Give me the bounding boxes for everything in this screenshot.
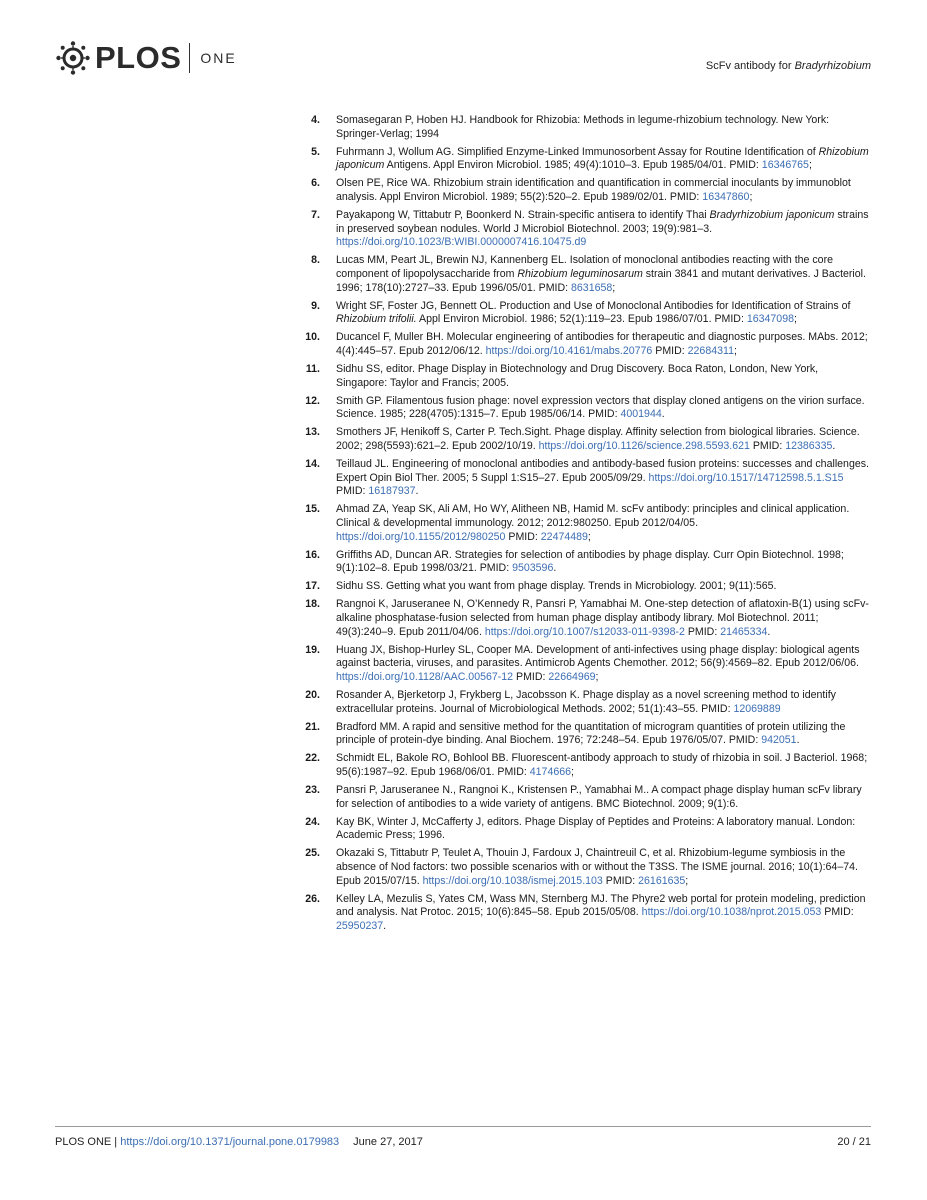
- reference-text: [336, 363, 818, 389]
- reference-number: 25.: [305, 847, 320, 860]
- reference-item: [300, 752, 870, 779]
- reference-link[interactable]: https://doi.org/10.1038/nprot.2015.053: [641, 906, 822, 919]
- reference-text: [336, 426, 860, 452]
- reference-text-segment: strain 3841 and mutant derivatives. J Bacteriol. 1996; 178(10):2727–33. Epub 1996/05/01. PMID:: [336, 267, 866, 294]
- reference-item: [300, 177, 870, 204]
- reference-text-segment: ;: [587, 530, 591, 543]
- reference-text-segment: ;: [793, 313, 797, 326]
- reference-text-segment: Lucas MM, Peart JL, Brewin NJ, Kannenberg EL. Isolation of monoclonal antibodies reacting with the core component of lipopolysaccharide from: [336, 254, 833, 280]
- page-number: 20 / 21: [837, 1136, 871, 1148]
- footer-journal: PLOS ONE |: [55, 1136, 121, 1148]
- reference-text-segment: Wright SF, Foster JG, Bennett OL. Production and Use of Monoclonal Antibodies for Identification of Strains of: [336, 299, 851, 312]
- reference-text: [336, 254, 866, 293]
- reference-link[interactable]: 9503596: [512, 562, 554, 575]
- reference-link[interactable]: 942051: [761, 734, 797, 747]
- reference-link[interactable]: https://doi.org/10.1517/14712598.5.1.S15: [648, 471, 844, 484]
- reference-link[interactable]: 8631658: [571, 281, 613, 294]
- reference-link[interactable]: 12069889: [733, 702, 781, 715]
- reference-item: [300, 689, 870, 716]
- reference-text-segment: Smith GP. Filamentous fusion phage: novel expression vectors that display cloned antigens on the virion surface. Science. 1985; 228(4705):1315–7. Epub 1985/06/14. PMID:: [336, 394, 865, 421]
- reference-link[interactable]: 4001944: [620, 408, 662, 421]
- reference-number: 15.: [305, 503, 320, 516]
- reference-item: [300, 598, 870, 639]
- reference-number: 12.: [305, 394, 320, 407]
- logo-suffix: ONE: [200, 50, 237, 66]
- reference-text-segment: PMID:: [336, 485, 369, 498]
- reference-text-segment: Antigens. Appl Environ Microbiol. 1985; 49(4):1010–3. Epub 1985/04/01. PMID:: [384, 159, 762, 172]
- reference-text-segment: ;: [808, 159, 812, 172]
- reference-number: 9.: [311, 299, 320, 312]
- reference-link[interactable]: 22664969: [548, 670, 596, 683]
- footer-citation: [55, 1136, 423, 1148]
- reference-text-segment: Ahmad ZA, Yeap SK, Ali AM, Ho WY, Alitheen NB, Hamid M. scFv antibody: principles and clinical application. Clinical & developmental immunology. 2012; 2012:980250. Epub 2012/04/05.: [336, 503, 850, 529]
- reference-item: [300, 784, 870, 811]
- reference-item: [300, 580, 870, 594]
- reference-number: 14.: [305, 458, 320, 471]
- reference-text-segment: .: [767, 625, 771, 638]
- plos-logo-icon: [55, 40, 91, 76]
- reference-text-segment: Ducancel F, Muller BH. Molecular engineering of antibodies for therapeutic and diagnostic purposes. MAbs. 2012; 4(4):445–57. Epub 2012/06/12.: [336, 331, 868, 357]
- reference-text: [336, 644, 860, 683]
- reference-item: [300, 549, 870, 576]
- reference-number: 4.: [311, 114, 320, 126]
- reference-text-segment: Pansri P, Jaruseranee N., Rangnoi K., Kristensen P., Yamabhai M.. A compact phage display human scFv library for selection of antibodies to a wide variety of antigens. BMC Biotechnol. 2009; 9(1):6.: [336, 784, 862, 810]
- reference-link[interactable]: 16347860: [702, 190, 750, 203]
- reference-text-segment: Smothers JF, Henikoff S, Carter P. Tech.Sight. Phage display. Affinity selection from biological libraries. Science. 2002; 298(5593):621–2. Epub 2002/10/19.: [336, 426, 860, 452]
- reference-text-segment: Huang JX, Bishop-Hurley SL, Cooper MA. Development of anti-infectives using phage display: biological agents against bacteria, viruses, and parasites. Antimicrob Agents Chemother. 2012; 56(9):4569–82. Epub 2012/06/06.: [336, 643, 860, 670]
- reference-link[interactable]: https://doi.org/10.1126/science.298.5593.621: [538, 439, 750, 452]
- reference-text-segment: ;: [734, 344, 737, 357]
- reference-text: [336, 114, 829, 140]
- reference-number: 20.: [305, 688, 320, 701]
- reference-link[interactable]: https://doi.org/10.4161/mabs.20776: [485, 344, 653, 357]
- reference-text-segment: Teillaud JL. Engineering of monoclonal antibodies and antibody-based fusion proteins: successes and challenges. Expert Opin Biol Ther. 2005; 5 Suppl 1:S15–27. Epub 2005/09/29.: [336, 458, 869, 484]
- reference-text: [336, 784, 862, 810]
- reference-link[interactable]: https://doi.org/10.1023/B:WIBI.0000007416.10475.d9: [336, 236, 587, 249]
- reference-text-segment: Fuhrmann J, Wollum AG. Simplified Enzyme-Linked Immunosorbent Assay for Routine Identification of: [336, 145, 819, 158]
- reference-text-segment: Appl Environ Microbiol. 1986; 52(1):119–23. Epub 1986/07/01. PMID:: [416, 313, 747, 326]
- reference-number: 26.: [305, 892, 320, 905]
- reference-text-segment: .: [661, 408, 665, 421]
- reference-list: [300, 114, 870, 938]
- reference-text-segment: Sidhu SS. Getting what you want from phage display. Trends in Microbiology. 2001; 9(11):565.: [336, 580, 777, 593]
- reference-item: [300, 426, 870, 453]
- reference-text-segment: Sidhu SS, editor. Phage Display in Biotechnology and Drug Discovery. Boca Raton, London, New York, Singapore: Taylor and Francis; 2005.: [336, 363, 819, 389]
- reference-item: [300, 363, 870, 390]
- reference-text: [336, 847, 858, 886]
- footer-doi-link[interactable]: https://doi.org/10.1371/journal.pone.0179983: [120, 1136, 340, 1148]
- reference-italic-text: Rhizobium leguminosarum: [517, 267, 643, 280]
- reference-item: [300, 395, 870, 422]
- running-title-italic: Bradyrhizobium: [794, 60, 871, 72]
- reference-number: 6.: [311, 177, 320, 190]
- reference-link[interactable]: https://doi.org/10.1128/AAC.00567-12: [336, 670, 514, 683]
- reference-text-segment: PMID:: [821, 906, 854, 919]
- reference-item: [300, 209, 870, 250]
- reference-text-segment: .: [832, 439, 836, 452]
- reference-link[interactable]: 16187937: [368, 485, 416, 498]
- reference-link[interactable]: 22684311: [687, 344, 734, 357]
- reference-text: [336, 549, 844, 575]
- reference-text-segment: PMID:: [602, 874, 639, 887]
- reference-text-segment: PMID:: [684, 625, 721, 638]
- page-footer: [55, 1126, 871, 1148]
- reference-item: [300, 458, 870, 499]
- reference-number: 5.: [311, 145, 320, 158]
- reference-link[interactable]: https://doi.org/10.1007/s12033-011-9398-2: [484, 625, 685, 638]
- reference-number: 24.: [305, 815, 320, 828]
- reference-italic-text: Rhizobium japonicum: [336, 145, 869, 172]
- reference-text-segment: Olsen PE, Rice WA. Rhizobium strain identification and quantification in commercial inoculants by immunoblot analysis. Appl Environ Microbiol. 1989; 55(2):520–2. Epub 1989/02/01. PMID:: [336, 177, 851, 203]
- reference-number: 11.: [305, 363, 320, 375]
- reference-text: [336, 177, 851, 203]
- reference-text-segment: PMID:: [513, 670, 549, 683]
- reference-number: 16.: [305, 548, 320, 561]
- reference-text-segment: PMID:: [505, 530, 541, 543]
- reference-text: [336, 146, 869, 172]
- reference-text-segment: ;: [595, 670, 599, 683]
- reference-text-segment: ;: [612, 281, 616, 294]
- reference-text-segment: ;: [571, 765, 574, 778]
- reference-text: [336, 300, 850, 326]
- reference-text: [336, 598, 869, 637]
- reference-text-segment: Schmidt EL, Bakole RO, Bohlool BB. Fluorescent-antibody approach to study of rhizobia in soil. J Bacteriol. 1968; 95(6):1987–92. Epub 1968/06/01. PMID:: [336, 752, 868, 778]
- reference-text: [336, 209, 869, 248]
- reference-link[interactable]: 16347098: [746, 313, 794, 326]
- reference-link[interactable]: 4174666: [529, 765, 572, 778]
- reference-item: [300, 816, 870, 843]
- reference-item: [300, 331, 870, 358]
- reference-number: 7.: [311, 209, 320, 222]
- logo-divider: [189, 43, 190, 73]
- reference-link[interactable]: 12386335: [785, 439, 833, 452]
- running-title-prefix: ScFv antibody for: [705, 60, 795, 72]
- reference-item: [300, 300, 870, 327]
- reference-number: 10.: [305, 331, 320, 344]
- reference-item: [300, 644, 870, 685]
- logo-text: PLOS: [95, 40, 182, 75]
- reference-text: [336, 580, 776, 592]
- footer-date: June 27, 2017: [353, 1136, 423, 1148]
- reference-item: [300, 146, 870, 173]
- reference-text-segment: Rosander A, Bjerketorp J, Frykberg L, Jacobsson K. Phage display as a novel screening method to identify extracellular proteins. Journal of Microbiological Methods. 2002; 51(1):43–55. PMID:: [336, 688, 836, 715]
- reference-text-segment: Kay BK, Winter J, McCafferty J, editors. Phage Display of Peptides and Proteins: A laboratory manual. London: Academic Press; 1996.: [336, 815, 856, 842]
- reference-number: 13.: [305, 426, 320, 439]
- reference-number: 17.: [305, 580, 320, 593]
- reference-item: [300, 114, 870, 141]
- reference-text-segment: PMID:: [749, 439, 786, 452]
- reference-text-segment: strains in preserved soybean nodules. World J Microbiol Biotechnol. 2003; 19(9):981–3.: [336, 209, 869, 235]
- reference-text-segment: ;: [685, 874, 689, 887]
- reference-text: [336, 816, 855, 842]
- reference-number: 18.: [305, 598, 320, 611]
- reference-number: 21.: [305, 720, 320, 733]
- reference-link[interactable]: 16346765: [761, 159, 809, 172]
- reference-link[interactable]: 25950237: [336, 919, 384, 932]
- reference-link[interactable]: https://doi.org/10.1155/2012/980250: [336, 530, 506, 543]
- page-header: [0, 0, 927, 90]
- reference-text-segment: ;: [749, 190, 753, 203]
- reference-link[interactable]: https://doi.org/10.1038/ismej.2015.103: [422, 874, 603, 887]
- reference-text: [336, 689, 836, 715]
- reference-item: [300, 503, 870, 544]
- reference-link[interactable]: 26161635: [638, 874, 686, 887]
- reference-text: [336, 395, 865, 421]
- reference-link[interactable]: 22474489: [540, 530, 588, 543]
- reference-italic-text: Rhizobium trifolii.: [336, 313, 417, 326]
- reference-text-segment: Kelley LA, Mezulis S, Yates CM, Wass MN, Sternberg MJ. The Phyre2 web portal for protein modeling, prediction and analysis. Nat Protoc. 2015; 10(6):845–58. Epub 2015/05/08.: [336, 892, 866, 919]
- reference-text-segment: Bradford MM. A rapid and sensitive method for the quantitation of microgram quantities of protein utilizing the principle of protein-dye binding. Anal Biochem. 1976; 72:248–54. Epub 1976/05/07. PMID:: [336, 720, 846, 747]
- reference-number: 8.: [311, 254, 320, 267]
- reference-text: [336, 458, 869, 497]
- reference-text-segment: Okazaki S, Tittabutr P, Teulet A, Thouin J, Fardoux J, Chaintreuil C, et al. Rhizobium-legume symbiosis in the absence of Nod factors: two possible scenarios with or without the T3SS. The ISME journal. 2016; 10(1):64–74. Epub 2015/07/15.: [336, 847, 858, 887]
- reference-text-segment: Rangnoi K, Jaruseranee N, O’Kennedy R, Pansri P, Yamabhai M. One-step detection of aflatoxin-B(1) using scFv-alkaline phosphatase-fusion selected from human phage display antibody library. Mol Biotechnol. 2011; 49(3):240–9. Epub 2011/04/06.: [336, 598, 869, 638]
- reference-text: [336, 331, 868, 357]
- plos-one-logo[interactable]: [55, 40, 237, 76]
- reference-number: 19.: [305, 643, 320, 656]
- reference-item: [300, 254, 870, 295]
- reference-item: [300, 847, 870, 888]
- reference-text-segment: Somasegaran P, Hoben HJ. Handbook for Rhizobia: Methods in legume-rhizobium technology. New York: Springer-Verlag; 1994: [336, 114, 830, 140]
- reference-text: [336, 752, 867, 778]
- reference-number: 23.: [305, 784, 320, 797]
- reference-item: [300, 721, 870, 748]
- reference-number: 22.: [305, 752, 320, 765]
- reference-text: [336, 503, 849, 542]
- reference-text-segment: PMID:: [652, 344, 688, 357]
- reference-text-segment: .: [553, 562, 557, 575]
- reference-item: [300, 893, 870, 934]
- reference-italic-text: Bradyrhizobium japonicum: [709, 209, 835, 222]
- reference-text: [336, 893, 866, 932]
- reference-text-segment: .: [415, 485, 419, 498]
- reference-text-segment: Griffiths AD, Duncan AR. Strategies for selection of antibodies by phage display. Curr Opin Biotechnol. 1998; 9(1):102–8. Epub 1998/03/21. PMID:: [336, 548, 844, 575]
- reference-text: [336, 721, 845, 747]
- reference-text-segment: Payakapong W, Tittabutr P, Boonkerd N. Strain-specific antisera to identify Thai: [336, 209, 710, 222]
- reference-link[interactable]: 21465334: [720, 625, 768, 638]
- running-title: [706, 60, 871, 72]
- reference-text-segment: .: [796, 734, 800, 747]
- reference-text-segment: .: [383, 919, 387, 932]
